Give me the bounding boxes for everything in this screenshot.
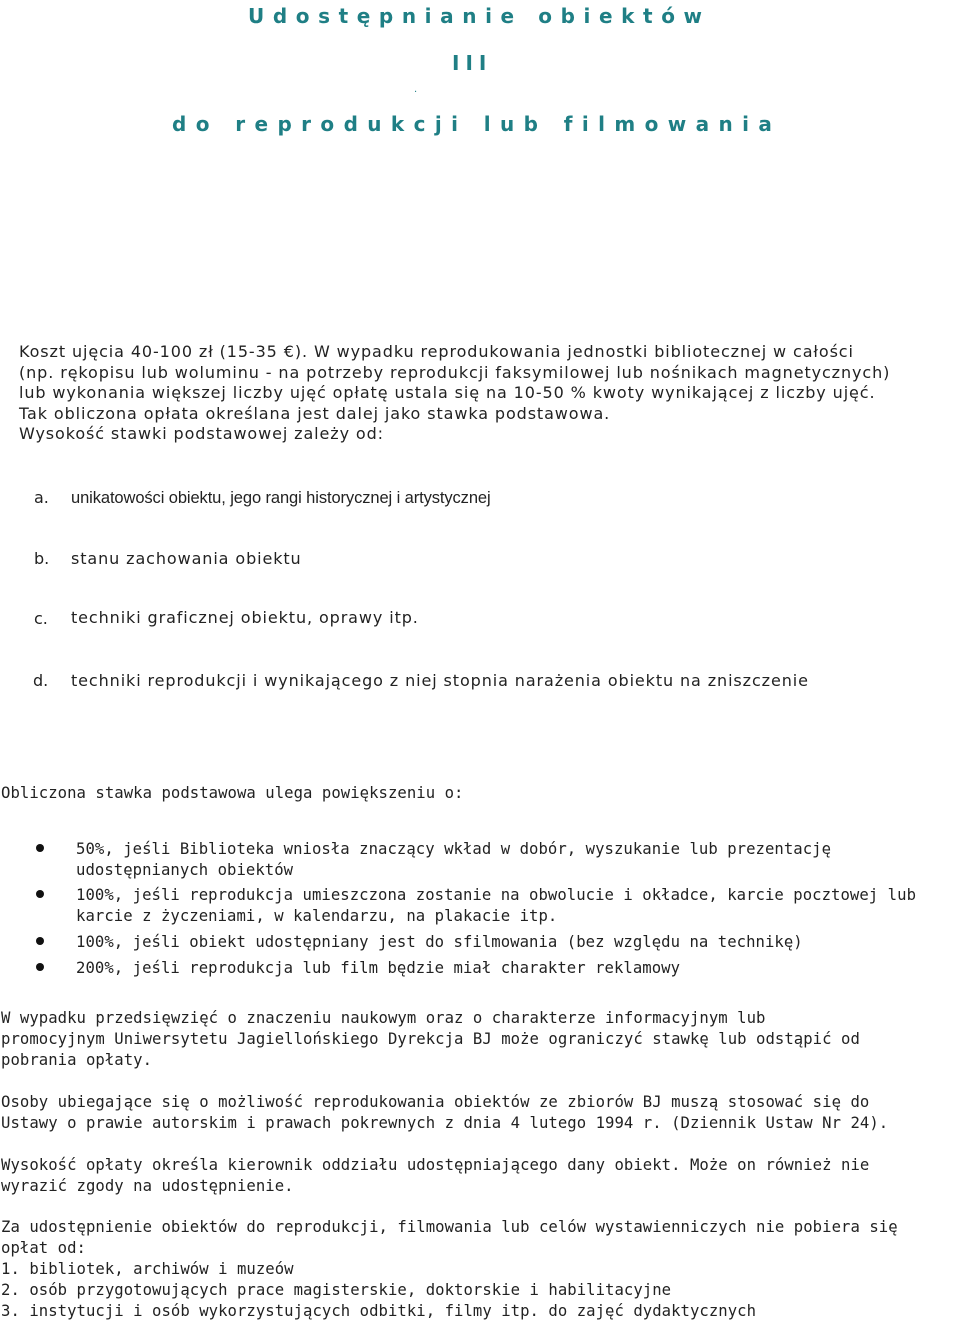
- bullet-icon: [36, 844, 44, 852]
- section-number: III: [452, 51, 493, 75]
- intro-paragraph: [19, 342, 890, 445]
- page-subtitle: do reprodukcji lub filmowania: [172, 112, 782, 136]
- note-paragraph: Osoby ubiegające się o możliwość reprodukowania obiektów ze zbiorów BJ muszą stosować się do Ustawy o prawie autorskim i prawach pokrewnych z dnia 4 lutego 1994 r. (Dziennik Ustaw Nr 24).: [1, 1093, 889, 1132]
- list-item-letter: c.: [34, 609, 48, 628]
- intro-line: (np. rękopisu lub woluminu - na potrzeby reprodukcji faksymilowej lub nośnikach magnetycznych): [19, 362, 891, 382]
- list-item-letter: b.: [34, 549, 50, 568]
- bullet-icon: [36, 890, 44, 898]
- list-item-text: unikatowości obiektu, jego rangi historycznej i artystycznej: [71, 489, 491, 507]
- increase-heading: Obliczona stawka podstawowa ulega powiększeniu o:: [1, 784, 464, 802]
- list-item-letter: a.: [34, 488, 49, 507]
- note-paragraph: Za udostępnienie obiektów do reprodukcji, filmowania lub celów wystawienniczych nie pobiera się opłat od: 1. bibliotek, archiwów i muzeów 2. osób przygotowujących prace magisterskie, doktorskie i habilitacyjne 3. instytucji i osób wykorzystujących odbitki, filmy itp. do zajęć dydaktycznych: [1, 1218, 898, 1320]
- intro-line: Wysokość stawki podstawowej zależy od:: [19, 424, 384, 443]
- list-item: 100%, jeśli obiekt udostępniany jest do sfilmowania (bez względu na technikę): [76, 933, 803, 951]
- exemption-item: 3. instytucji i osób wykorzystujących odbitki, filmy itp. do zajęć dydaktycznych: [1, 1302, 757, 1320]
- note-paragraph: W wypadku przedsięwzięć o znaczeniu naukowym oraz o charakterze informacyjnym lub promocyjnym Uniwersytetu Jagiellońskiego Dyrekcja BJ może ograniczyć stawkę lub odstąpić od pobrania opłaty.: [1, 1009, 860, 1069]
- bullet-icon: [36, 937, 44, 945]
- header-dot: .: [414, 84, 418, 95]
- page-title: Udostępnianie obiektów: [248, 4, 711, 28]
- list-item: 200%, jeśli reprodukcja lub film będzie miał charakter reklamowy: [76, 959, 681, 977]
- intro-line: lub wykonania większej liczby ujęć opłatę ustala się na 10-50 % kwoty wynikającej z liczby ujęć.: [19, 383, 876, 402]
- list-item-letter: d.: [33, 671, 49, 690]
- bullet-icon: [36, 963, 44, 971]
- list-item: 100%, jeśli reprodukcja umieszczona zostanie na obwolucie i okładce, karcie pocztowej lub karcie z życzeniami, w kalendarzu, na plakacie itp.: [76, 886, 917, 925]
- exemption-item: 1. bibliotek, archiwów i muzeów: [1, 1260, 294, 1278]
- list-item: 50%, jeśli Biblioteka wniosła znaczący wkład w dobór, wyszukanie lub prezentację udostępnianych obiektów: [76, 840, 832, 879]
- list-item-text: stanu zachowania obiektu: [71, 549, 302, 568]
- list-item-text: techniki graficznej obiektu, oprawy itp.: [71, 608, 419, 627]
- list-item-text: techniki reprodukcji i wynikającego z niej stopnia narażenia obiektu na zniszczenie: [71, 671, 809, 690]
- intro-line: Koszt ujęcia 40-100 zł (15-35 €). W wypadku reprodukowania jednostki bibliotecznej w całości: [19, 342, 854, 361]
- note-paragraph: Wysokość opłaty określa kierownik oddziału udostępniającego dany obiekt. Może on również nie wyrazić zgody na udostępnienie.: [1, 1156, 870, 1195]
- intro-line: Tak obliczona opłata określana jest dalej jako stawka podstawowa.: [19, 403, 611, 423]
- exemption-item: 2. osób przygotowujących prace magisterskie, doktorskie i habilitacyjne: [1, 1281, 672, 1299]
